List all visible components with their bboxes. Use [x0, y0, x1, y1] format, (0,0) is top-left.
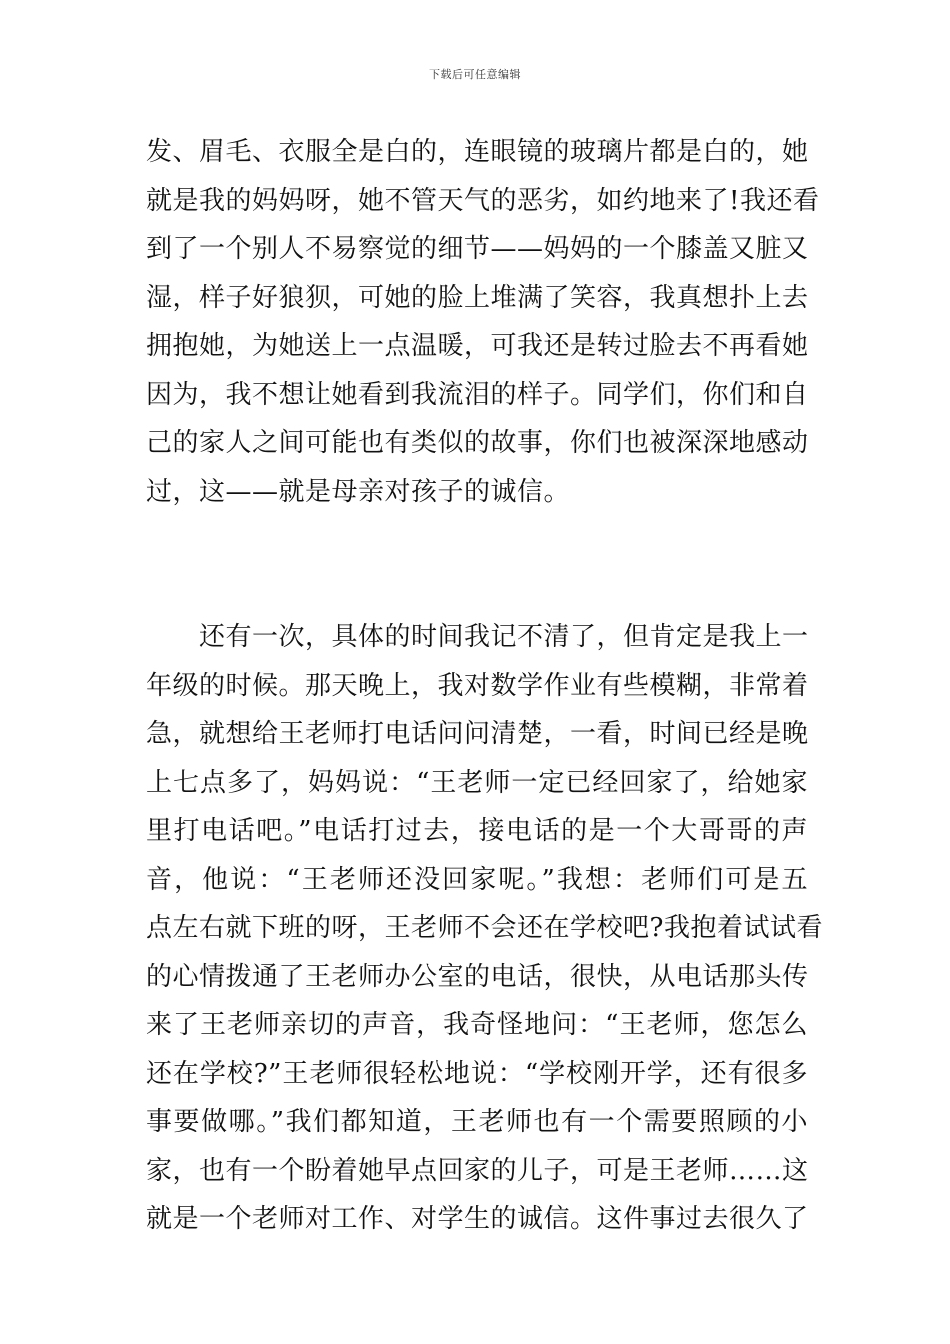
paragraph-1	[146, 128, 820, 516]
text-line: 湿，样子好狼狈，可她的脸上堆满了笑容，我真想扑上去	[146, 282, 809, 313]
text-line: 家，也有一个盼着她早点回家的儿子，可是王老师……这	[146, 1155, 809, 1186]
text-line: 就是一个老师对工作、对学生的诚信。这件事过去很久了	[146, 1204, 809, 1234]
text-line: 点左右就下班的呀，王老师不会还在学校吧?我抱着试试看	[146, 913, 823, 943]
text-line: 过，这——就是母亲对孩子的诚信。	[146, 476, 571, 507]
text-line: 事要做哪。”我们都知道，王老师也有一个需要照顾的小	[146, 1107, 808, 1137]
text-line: 因为，我不想让她看到我流泪的样子。同学们，你们和自	[146, 379, 809, 410]
text-line: 上七点多了，妈妈说：“王老师一定已经回家了，给她家	[146, 767, 808, 798]
page-header: 下载后可任意编辑	[429, 68, 521, 81]
text-line: 到了一个别人不易察觉的细节——妈妈的一个膝盖又脏又	[146, 234, 809, 264]
document-body	[146, 128, 823, 1244]
text-line: 还在学校?”王老师很轻松地说：“学校刚开学，还有很多	[146, 1058, 808, 1089]
text-line: 急，就想给王老师打电话问问清楚，一看，时间已经是晚	[146, 719, 809, 749]
text-line: 己的家人之间可能也有类似的故事，你们也被深深地感动	[146, 428, 809, 458]
text-line: 发、眉毛、衣服全是白的，连眼镜的玻璃片都是白的，她	[146, 137, 809, 167]
text-line: 的心情拨通了王老师办公室的电话，很快，从电话那头传	[146, 961, 809, 992]
text-line: 来了王老师亲切的声音，我奇怪地问：“王老师，您怎么	[146, 1010, 808, 1040]
text-line: 拥抱她，为她送上一点温暖，可我还是转过脸去不再看她	[146, 331, 809, 361]
text-line: 就是我的妈妈呀，她不管天气的恶劣，如约地来了!我还看	[146, 185, 820, 216]
text-line: 还有一次，具体的时间我记不清了，但肯定是我上一	[199, 622, 809, 652]
text-line: 音，他说：“王老师还没回家呢。”我想：老师们可是五	[146, 864, 808, 895]
text-line: 年级的时候。那天晚上，我对数学作业有些模糊，非常着	[146, 670, 809, 701]
text-line: 里打电话吧。”电话打过去，接电话的是一个大哥哥的声	[146, 816, 808, 846]
paragraph-2	[146, 613, 823, 1244]
paragraph-spacer	[146, 516, 808, 613]
